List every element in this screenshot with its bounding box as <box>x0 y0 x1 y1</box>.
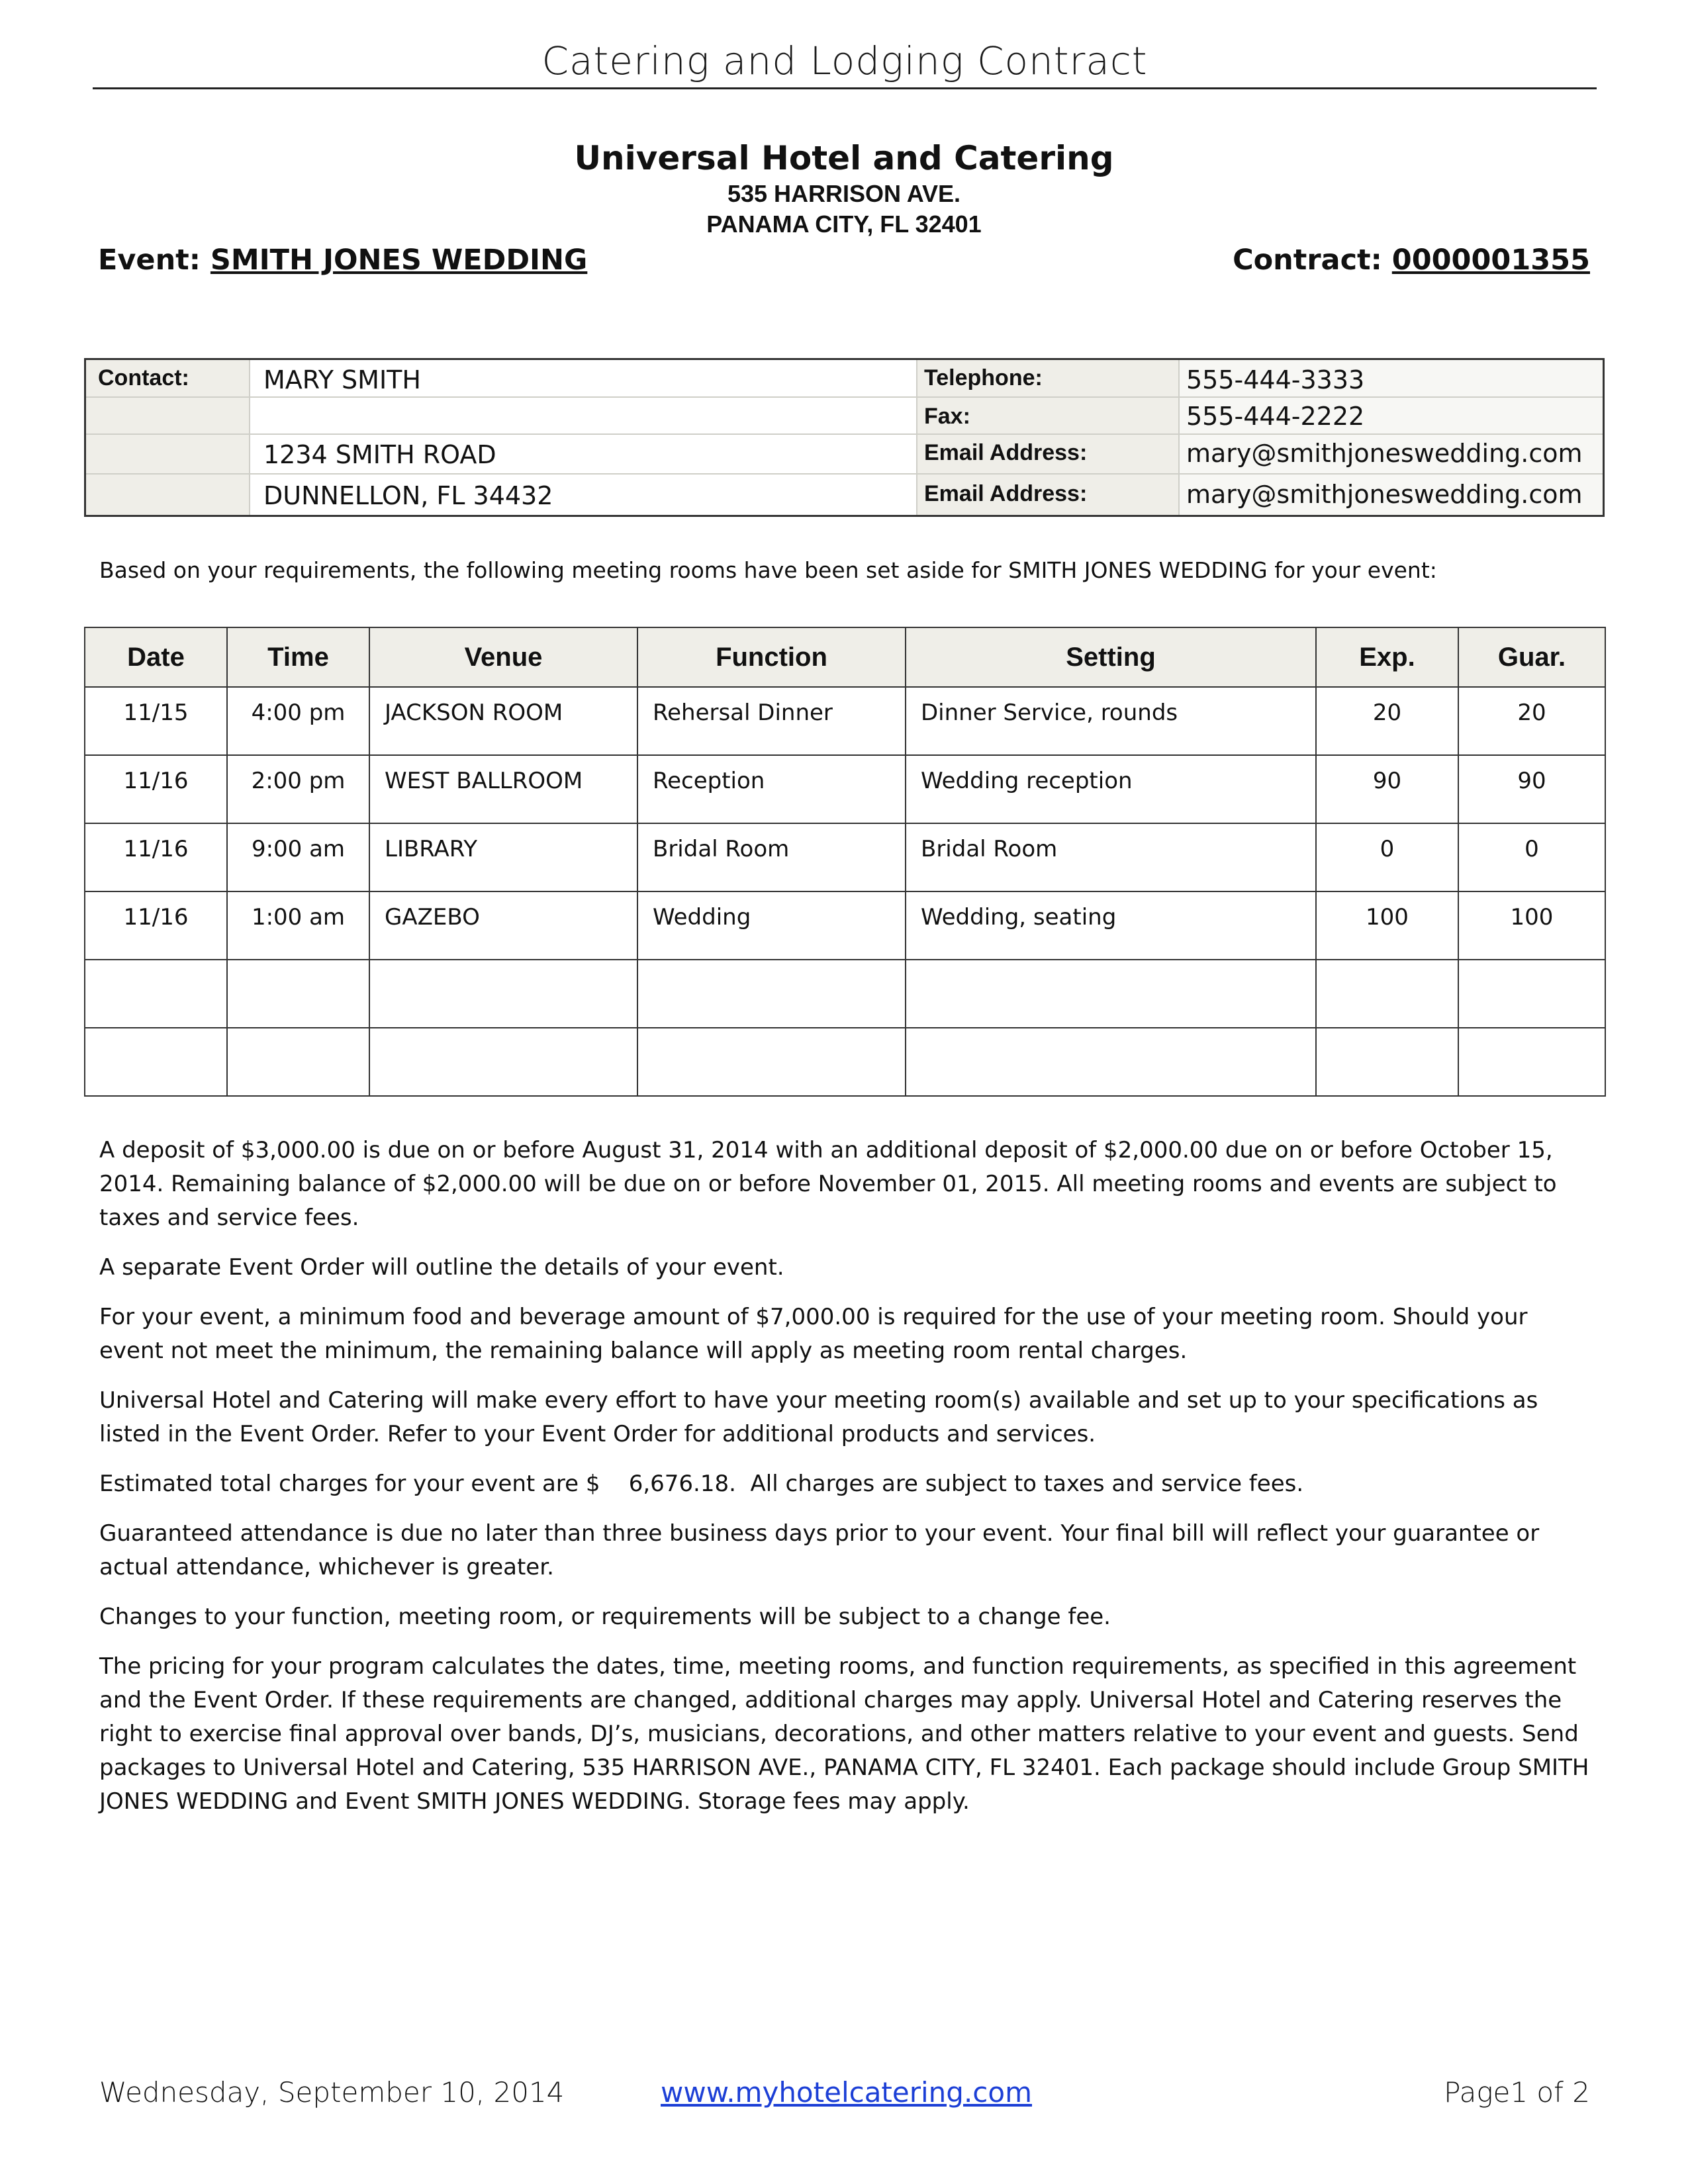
email-value-2: mary@smithjoneswedding.com <box>1186 480 1583 509</box>
cell-date: 11/16 <box>85 755 227 823</box>
cell-function: Reception <box>637 755 906 823</box>
contact-address-line1: 1234 SMITH ROAD <box>263 440 496 469</box>
column-header-function: Function <box>637 627 906 687</box>
email-label-1: Email Address: <box>924 440 1088 465</box>
cell-time <box>227 1028 369 1096</box>
intro-paragraph: Based on your requirements, the following meeting rooms have been set aside for SMITH JONES WEDDING for your event: <box>99 557 1437 583</box>
cell-venue <box>369 960 637 1028</box>
email-value-1: mary@smithjoneswedding.com <box>1186 439 1583 468</box>
cell-guaranteed: 20 <box>1458 687 1605 755</box>
pricing-paragraph: The pricing for your program calculates the dates, time, meeting rooms, and function requirements, as specified in this agreement and the Event Order. If these requirements are changed, additional charges may apply. Universal Hotel and Catering reserves the right to exercise final approval over bands, DJ’s, musicians, decorations, and other matters relative to your event and guests. Send packages to Universal Hotel and Catering, 535 HARRISON AVE., PANAMA CITY, FL 32401. Each package should include Group SMITH JONES WEDDING and Event SMITH JONES WEDDING. Storage fees may apply. <box>99 1653 1589 1815</box>
footer-date: Wednesday, September 10, 2014 <box>99 2076 565 2109</box>
contact-row <box>86 360 1603 398</box>
cell-time: 4:00 pm <box>227 687 369 755</box>
contact-info-table <box>84 358 1605 517</box>
document-title: Catering and Lodging Contract <box>541 38 1148 83</box>
contact-name: MARY SMITH <box>263 365 421 394</box>
contact-address-line2: DUNNELLON, FL 34432 <box>263 481 553 510</box>
contract-terms <box>99 1134 1590 1835</box>
cell-function: Rehersal Dinner <box>637 687 906 755</box>
contract-label: Contract: <box>1233 244 1382 277</box>
event-order-paragraph: A separate Event Order will outline the details of your event. <box>99 1254 784 1281</box>
cell-venue <box>369 1028 637 1096</box>
cell-setting <box>906 1028 1316 1096</box>
column-header-venue: Venue <box>369 627 637 687</box>
cell-setting: Wedding, seating <box>906 891 1316 960</box>
attendance-paragraph: Guaranteed attendance is due no later than three business days prior to your event. Your final bill will reflect your guarantee or actual attendance, whichever is greater. <box>99 1520 1540 1580</box>
column-header-date: Date <box>85 627 227 687</box>
cell-venue: LIBRARY <box>369 823 637 891</box>
contract-heading <box>1233 244 1590 277</box>
contact-label: Contact: <box>98 365 189 390</box>
website-link[interactable]: www.myhotelcatering.com <box>661 2076 1033 2109</box>
contact-row <box>86 435 1603 475</box>
cell-date <box>85 1028 227 1096</box>
setup-paragraph: Universal Hotel and Catering will make every effort to have your meeting room(s) available and set up to your specifications as listed in the Event Order. Refer to your Event Order for additional products and services. <box>99 1387 1538 1447</box>
telephone-value: 555-444-3333 <box>1186 365 1365 394</box>
table-row <box>85 823 1605 891</box>
cell-time: 1:00 am <box>227 891 369 960</box>
cell-guaranteed: 90 <box>1458 755 1605 823</box>
cell-guaranteed <box>1458 1028 1605 1096</box>
cell-function <box>637 1028 906 1096</box>
cell-guaranteed: 100 <box>1458 891 1605 960</box>
cell-setting: Dinner Service, rounds <box>906 687 1316 755</box>
table-row <box>85 891 1605 960</box>
contact-row <box>86 475 1603 515</box>
table-row <box>85 1028 1605 1096</box>
column-header-time: Time <box>227 627 369 687</box>
cell-setting: Bridal Room <box>906 823 1316 891</box>
telephone-label: Telephone: <box>924 365 1043 390</box>
cell-guaranteed: 0 <box>1458 823 1605 891</box>
contact-row <box>86 398 1603 435</box>
cell-venue: WEST BALLROOM <box>369 755 637 823</box>
title-divider <box>93 87 1597 89</box>
company-name: Universal Hotel and Catering <box>574 139 1114 177</box>
cell-expected <box>1316 1028 1458 1096</box>
company-address-line2: PANAMA CITY, FL 32401 <box>706 210 982 238</box>
email-label-2: Email Address: <box>924 481 1088 506</box>
table-row <box>85 687 1605 755</box>
cell-time: 2:00 pm <box>227 755 369 823</box>
cell-function <box>637 960 906 1028</box>
minimum-spend-paragraph: For your event, a minimum food and beverage amount of $7,000.00 is required for the use of your meeting room. Should your event not meet the minimum, the remaining balance will apply as meeting room rental charges. <box>99 1304 1528 1364</box>
fax-label: Fax: <box>924 404 970 429</box>
estimated-charges-paragraph: Estimated total charges for your event are $ 6,676.18. All charges are subject to taxes and service fees. <box>99 1471 1304 1497</box>
cell-date: 11/16 <box>85 891 227 960</box>
contract-number: 0000001355 <box>1391 244 1590 277</box>
cell-date: 11/15 <box>85 687 227 755</box>
cell-expected: 100 <box>1316 891 1458 960</box>
cell-function: Wedding <box>637 891 906 960</box>
cell-expected <box>1316 960 1458 1028</box>
cell-expected: 90 <box>1316 755 1458 823</box>
cell-setting <box>906 960 1316 1028</box>
cell-time: 9:00 am <box>227 823 369 891</box>
column-header-setting: Setting <box>906 627 1316 687</box>
cell-expected: 20 <box>1316 687 1458 755</box>
cell-setting: Wedding reception <box>906 755 1316 823</box>
cell-venue: JACKSON ROOM <box>369 687 637 755</box>
meeting-rooms-table <box>84 627 1606 1097</box>
cell-date <box>85 960 227 1028</box>
table-row <box>85 755 1605 823</box>
deposit-paragraph: A deposit of $3,000.00 is due on or before August 31, 2014 with an additional deposit of $2,000.00 due on or before October 15, 2014. Remaining balance of $2,000.00 will be due on or before November 01, 2015. All meeting rooms and events are subject to taxes and service fees. <box>99 1137 1557 1231</box>
column-header-guaranteed: Guar. <box>1458 627 1605 687</box>
cell-venue: GAZEBO <box>369 891 637 960</box>
cell-date: 11/16 <box>85 823 227 891</box>
change-fee-paragraph: Changes to your function, meeting room, or requirements will be subject to a change fee. <box>99 1604 1111 1630</box>
cell-function: Bridal Room <box>637 823 906 891</box>
cell-time <box>227 960 369 1028</box>
page-number: Page1 of 2 <box>1444 2076 1590 2109</box>
event-name: SMITH JONES WEDDING <box>210 244 588 277</box>
table-row <box>85 960 1605 1028</box>
table-header-row <box>85 627 1605 687</box>
event-label: Event: <box>98 244 201 277</box>
cell-expected: 0 <box>1316 823 1458 891</box>
cell-guaranteed <box>1458 960 1605 1028</box>
column-header-expected: Exp. <box>1316 627 1458 687</box>
company-address-line1: 535 HARRISON AVE. <box>727 180 961 207</box>
event-heading <box>98 244 587 277</box>
fax-value: 555-444-2222 <box>1186 402 1365 431</box>
